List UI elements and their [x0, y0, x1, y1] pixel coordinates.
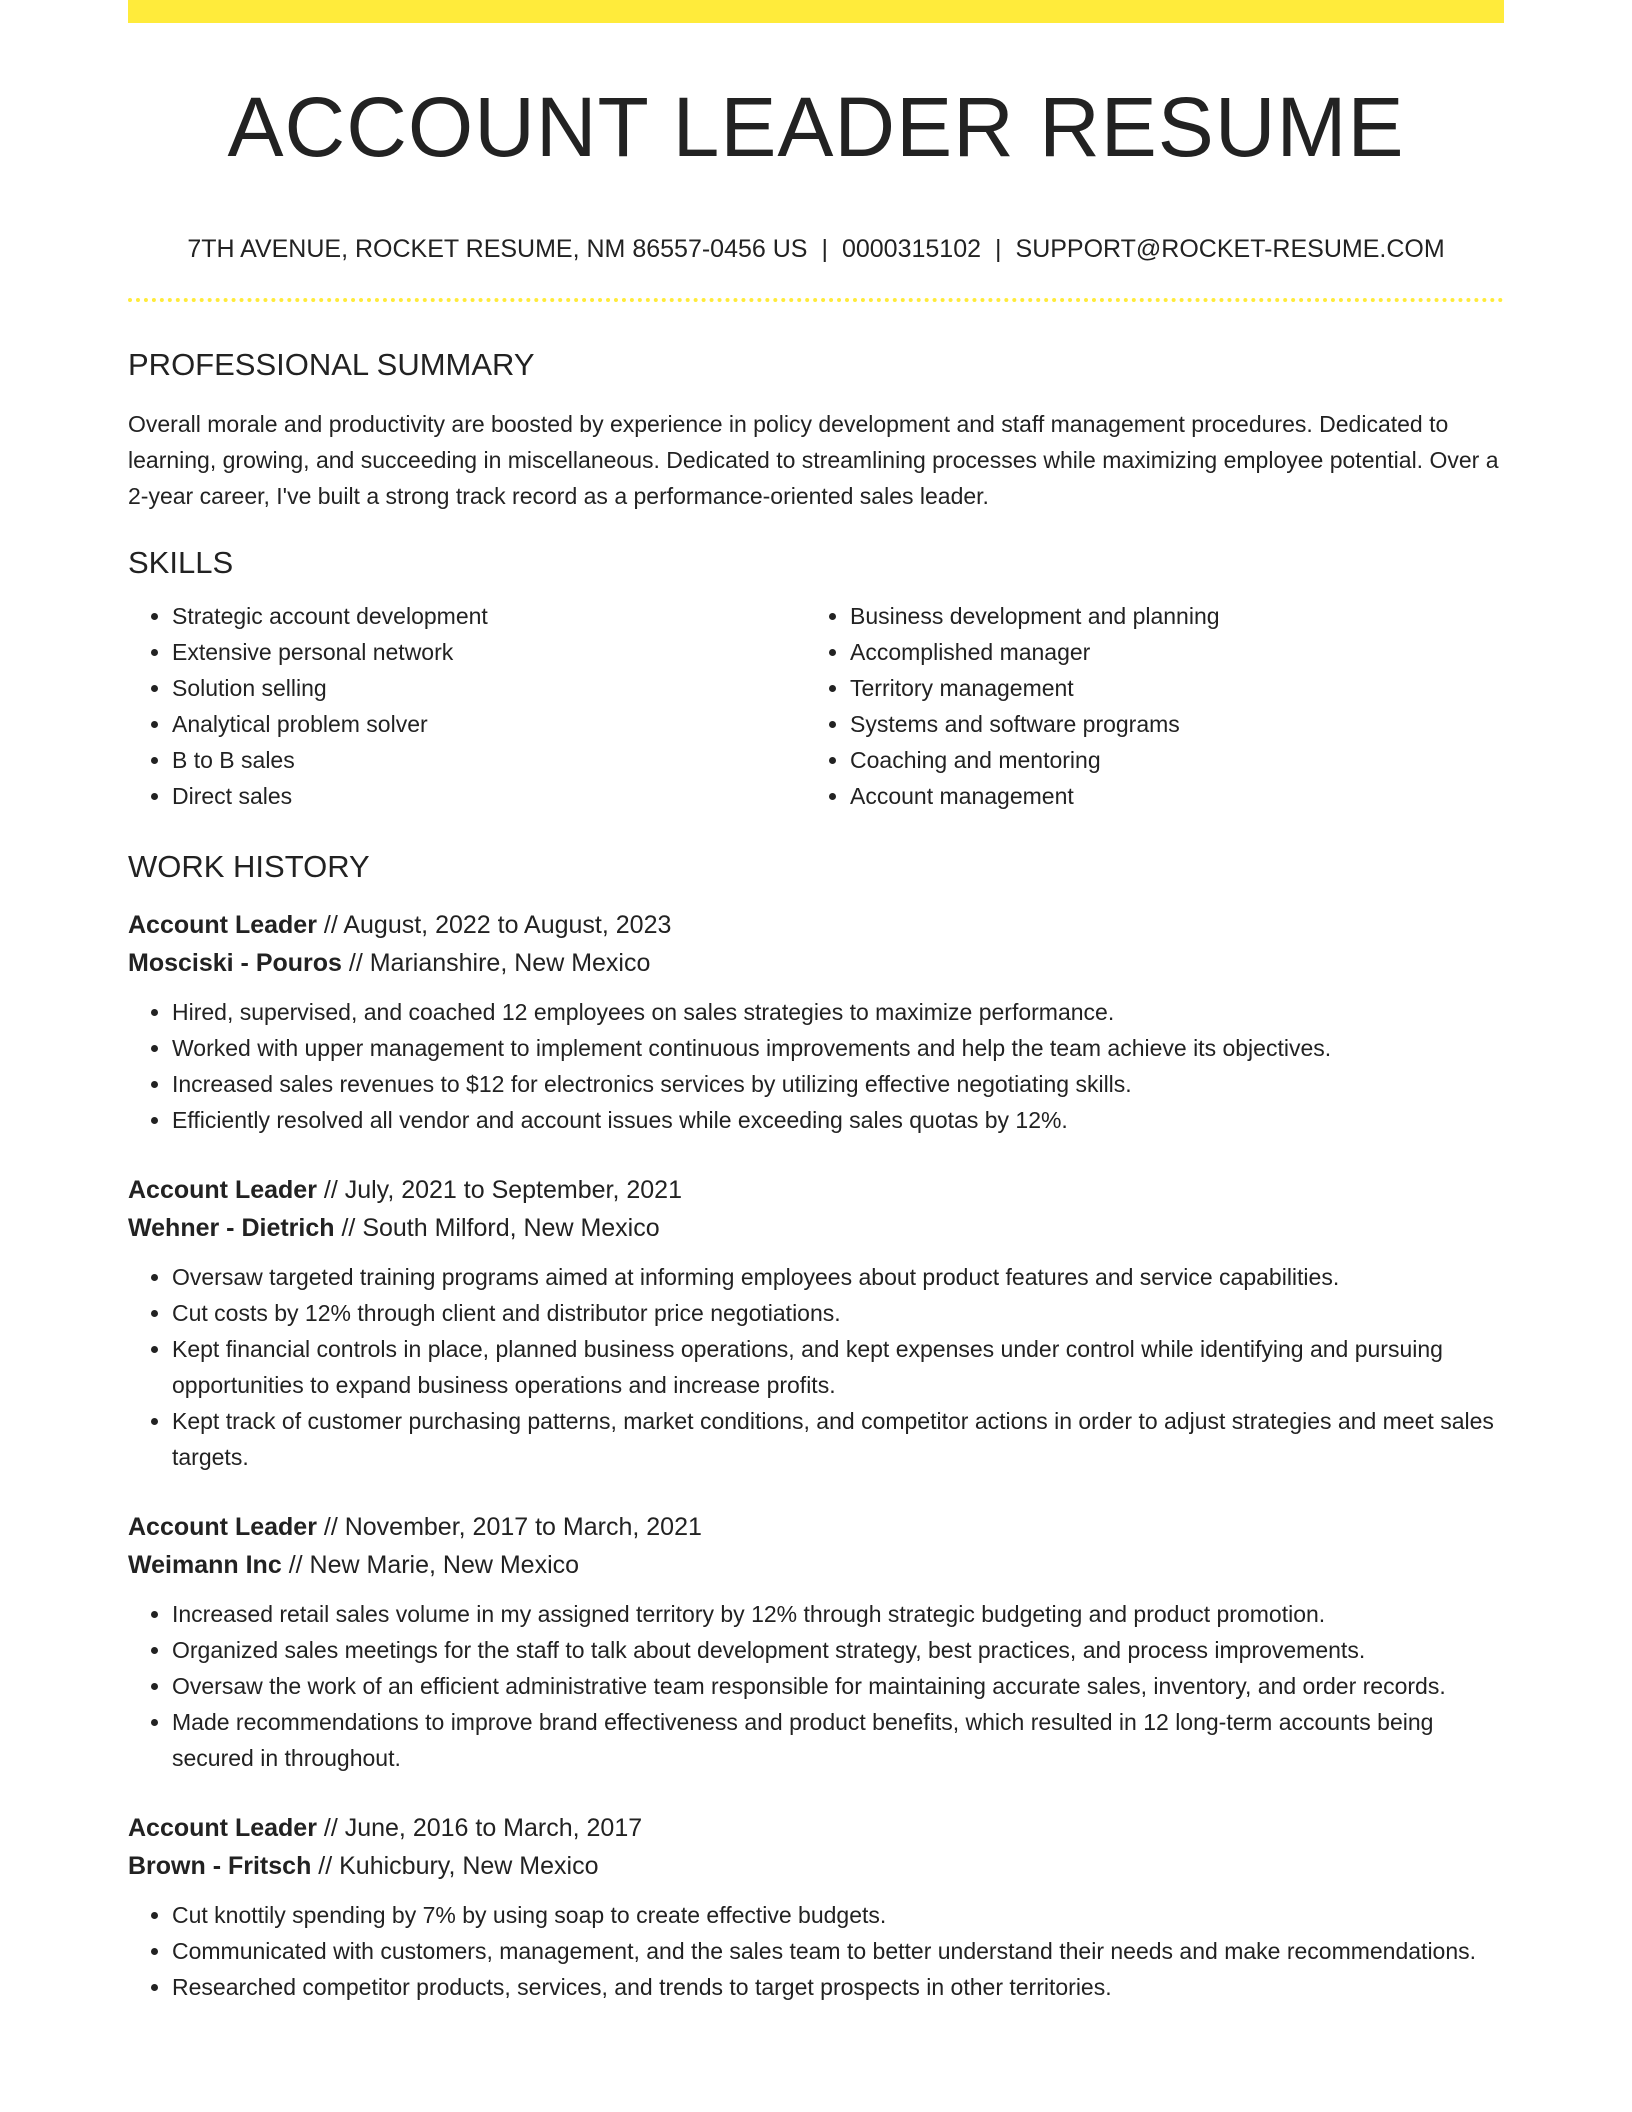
contact-phone: 0000315102 [841, 235, 982, 263]
job-entry [128, 906, 1504, 1138]
skills-heading: SKILLS [128, 545, 234, 580]
contact-line [128, 237, 1504, 262]
job-role: Account Leader [128, 1814, 317, 1842]
job-dates: // July, 2021 to September, 2021 [316, 1176, 682, 1204]
job-bullet: • Hired, supervised, and coached 12 employees on sales strategies to maximize performance. [172, 994, 1504, 1030]
job-location: // Kuhicbury, New Mexico [311, 1852, 599, 1880]
contact-separator: | [821, 235, 828, 263]
job-location: // South Milford, New Mexico [334, 1214, 660, 1242]
job-bullet: • Increased sales revenues to $12 for electronics services by utilizing effective negotiating skills. [172, 1066, 1504, 1102]
job-role-line [128, 906, 1504, 944]
job-bullet: • Researched competitor products, services, and trends to target prospects in other territories. [172, 1969, 1504, 2005]
job-company: Weimann Inc [128, 1551, 282, 1579]
skill-item: • B to B sales [172, 742, 806, 778]
job-company-line [128, 1546, 1504, 1584]
skill-item: • Business development and planning [850, 598, 1484, 634]
job-bullets [128, 994, 1504, 1138]
job-role: Account Leader [128, 1513, 317, 1541]
job-company-line [128, 944, 1504, 982]
job-role: Account Leader [128, 911, 317, 939]
job-bullet: • Cut knottily spending by 7% by using soap to create effective budgets. [172, 1897, 1504, 1933]
job-bullets [128, 1596, 1504, 1776]
contact-address: 7TH AVENUE, ROCKET RESUME, NM 86557-0456 US [187, 235, 808, 263]
job-bullet: • Increased retail sales volume in my assigned territory by 12% through strategic budgeting and product promotion. [172, 1596, 1504, 1632]
skill-item: • Systems and software programs [850, 706, 1484, 742]
job-bullet: • Made recommendations to improve brand effectiveness and product benefits, which resulted in 12 long-term accounts being secured in throughout. [172, 1704, 1504, 1776]
job-entry [128, 1171, 1504, 1475]
job-dates: // November, 2017 to March, 2021 [316, 1513, 702, 1541]
job-bullet: • Organized sales meetings for the staff to talk about development strategy, best practices, and process improvements. [172, 1632, 1504, 1668]
job-location: // New Marie, New Mexico [281, 1551, 580, 1579]
skill-item: • Analytical problem solver [172, 706, 806, 742]
job-bullet: • Kept track of customer purchasing patterns, market conditions, and competitor actions in order to adjust strategies and meet sales targets. [172, 1403, 1504, 1475]
job-entry [128, 1508, 1504, 1776]
job-company-line [128, 1209, 1504, 1247]
job-role-line [128, 1171, 1504, 1209]
job-bullet: • Kept financial controls in place, planned business operations, and kept expenses under control while identifying and pursuing opportunities to expand business operations and increase profits. [172, 1331, 1504, 1403]
job-dates: // June, 2016 to March, 2017 [316, 1814, 643, 1842]
skill-item: • Territory management [850, 670, 1484, 706]
job-role-line [128, 1809, 1504, 1847]
job-dates: // August, 2022 to August, 2023 [316, 911, 672, 939]
job-role: Account Leader [128, 1176, 317, 1204]
skills-list-right [806, 598, 1484, 814]
resume-page [128, 0, 1504, 2005]
summary-text: Overall morale and productivity are boosted by experience in policy development and staff management procedures. Dedicated to learning, growing, and succeeding in miscellaneous. Dedicated to streamlining processes while maximizing employee potential. Over a 2-year career, I've built a strong track record as a performance-oriented sales leader. [128, 411, 1499, 509]
work-history-heading: WORK HISTORY [128, 849, 370, 884]
contact-separator: | [995, 235, 1002, 263]
skill-item: • Accomplished manager [850, 634, 1484, 670]
job-entry [128, 1809, 1504, 2005]
skill-item: • Strategic account development [172, 598, 806, 634]
contact-email: SUPPORT@ROCKET-RESUME.COM [1015, 235, 1445, 263]
job-bullet: • Oversaw the work of an efficient administrative team responsible for maintaining accurate sales, inventory, and order records. [172, 1668, 1504, 1704]
skill-item: • Solution selling [172, 670, 806, 706]
job-location: // Marianshire, New Mexico [341, 949, 651, 977]
job-company: Brown - Fritsch [128, 1852, 312, 1880]
skill-item: • Account management [850, 778, 1484, 814]
job-company-line [128, 1847, 1504, 1885]
job-bullet: • Worked with upper management to implement continuous improvements and help the team achieve its objectives. [172, 1030, 1504, 1066]
job-bullet: • Communicated with customers, management, and the sales team to better understand their needs and make recommendations. [172, 1933, 1504, 1969]
job-bullets [128, 1897, 1504, 2005]
skill-item: • Extensive personal network [172, 634, 806, 670]
dotted-divider [128, 298, 1504, 302]
resume-title: ACCOUNT LEADER RESUME [227, 80, 1405, 174]
skill-item: • Direct sales [172, 778, 806, 814]
skill-item: • Coaching and mentoring [850, 742, 1484, 778]
job-company: Mosciski - Pouros [128, 949, 342, 977]
job-bullet: • Efficiently resolved all vendor and account issues while exceeding sales quotas by 12%. [172, 1102, 1504, 1138]
summary-heading: PROFESSIONAL SUMMARY [128, 347, 535, 382]
job-company: Wehner - Dietrich [128, 1214, 335, 1242]
skills-columns [128, 598, 1504, 814]
job-bullet: • Cut costs by 12% through client and distributor price negotiations. [172, 1295, 1504, 1331]
job-bullets [128, 1259, 1504, 1475]
job-role-line [128, 1508, 1504, 1546]
job-bullet: • Oversaw targeted training programs aimed at informing employees about product features and service capabilities. [172, 1259, 1504, 1295]
accent-top-bar [128, 0, 1504, 23]
skills-list-left [128, 598, 806, 814]
